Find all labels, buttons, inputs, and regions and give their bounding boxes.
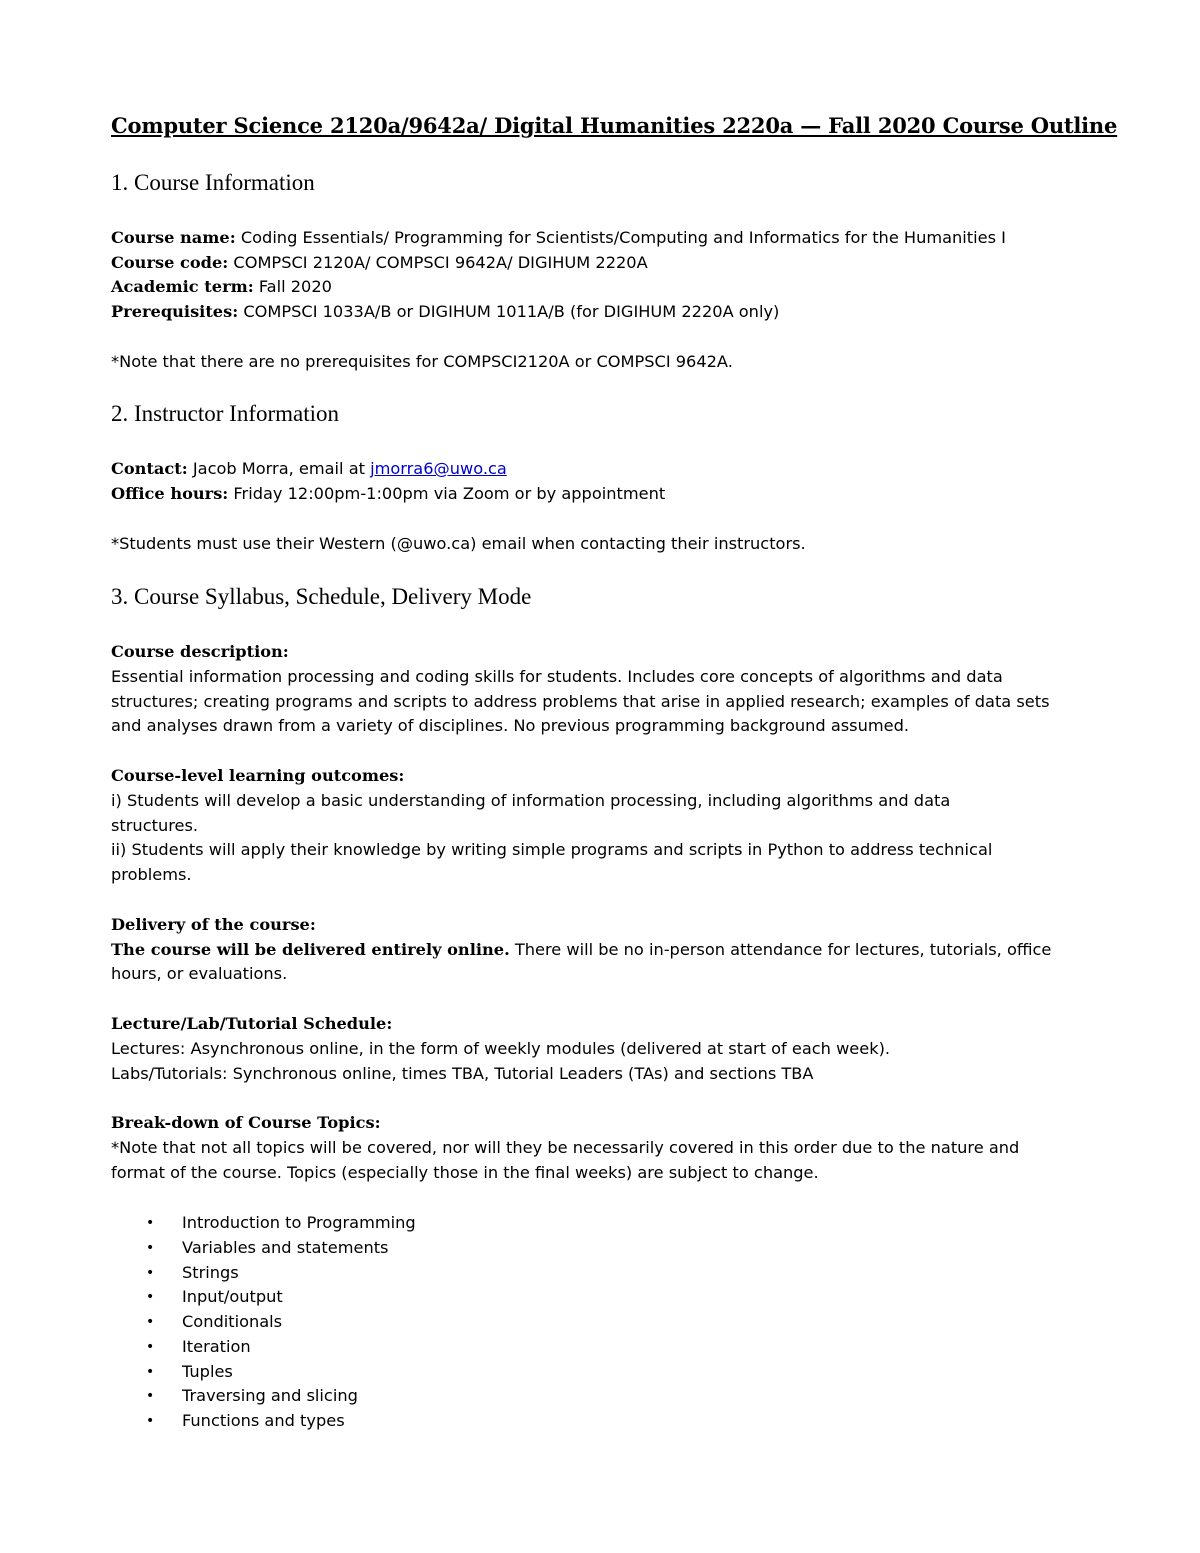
list-item <box>111 1261 416 1286</box>
topic-text: Functions and types <box>182 1411 345 1430</box>
academic-term-value: Fall 2020 <box>253 277 332 296</box>
bullet-icon: • <box>146 1239 155 1256</box>
delivery-text: There will be no in-person attendance for lectures, tutorials, office <box>509 940 1052 959</box>
bullet-icon: • <box>146 1289 155 1306</box>
bullet-icon: • <box>146 1264 155 1281</box>
list-item <box>111 1285 416 1310</box>
list-item <box>111 1310 416 1335</box>
section-heading-instructor-information: 2. Instructor Information <box>111 401 340 426</box>
learning-outcome-line: ii) Students will apply their knowledge by writing simple programs and scripts in Python to address technical <box>111 840 993 859</box>
learning-outcome-line: i) Students will develop a basic understanding of information processing, including algorithms and data <box>111 791 951 810</box>
document-title: Computer Science 2120a/9642a/ Digital Humanities 2220a — Fall 2020 Course Outline <box>111 113 1118 138</box>
delivery-label: Delivery of the course: <box>111 915 316 934</box>
learning-outcomes-label: Course-level learning outcomes: <box>111 766 405 785</box>
topic-text: Input/output <box>182 1287 283 1307</box>
bullet-icon: • <box>146 1413 155 1429</box>
list-item <box>111 1211 416 1236</box>
delivery-bold-text: The course will be delivered entirely online. <box>111 940 510 959</box>
topic-text: Introduction to Programming <box>182 1213 416 1232</box>
instructor-email-link[interactable]: jmorra6@uwo.ca <box>370 459 507 478</box>
topics-note-line: *Note that not all topics will be covered, nor will they be necessarily covered in this order due to the nature and <box>111 1138 1020 1157</box>
contact-line <box>111 456 507 481</box>
bullet-icon: • <box>146 1388 155 1405</box>
prerequisites-value: COMPSCI 1033A/B or DIGIHUM 1011A/B (for DIGIHUM 2220A only) <box>238 302 780 321</box>
prerequisites-note: *Note that there are no prerequisites for COMPSCI2120A or COMPSCI 9642A. <box>111 352 733 371</box>
prerequisites-label: Prerequisites: <box>111 302 239 321</box>
course-code-line <box>111 250 648 275</box>
bullet-icon: • <box>146 1338 155 1355</box>
list-item <box>111 1409 416 1434</box>
topic-text: Variables and statements <box>182 1237 389 1257</box>
course-code-value: COMPSCI 2120A/ COMPSCI 9642A/ DIGIHUM 2220A <box>228 253 648 272</box>
topics-label: Break-down of Course Topics: <box>111 1113 381 1132</box>
bullet-icon: • <box>146 1314 155 1330</box>
course-name-label: Course name: <box>111 228 236 247</box>
topic-text: Iteration <box>182 1336 251 1356</box>
schedule-label: Lecture/Lab/Tutorial Schedule: <box>111 1014 393 1033</box>
course-description-line: structures; creating programs and scripts to address problems that arise in applied research; examples of data sets <box>111 692 1050 711</box>
delivery-line <box>111 937 1051 962</box>
course-code-label: Course code: <box>111 253 229 272</box>
office-hours-label: Office hours: <box>111 484 229 503</box>
topics-note-line: format of the course. Topics (especially those in the final weeks) are subject to change. <box>111 1163 819 1182</box>
contact-value: Jacob Morra, email at <box>187 459 371 478</box>
schedule-line: Labs/Tutorials: Synchronous online, times TBA, Tutorial Leaders (TAs) and sections TBA <box>111 1064 814 1083</box>
academic-term-line <box>111 274 332 299</box>
topics-list <box>111 1211 416 1434</box>
schedule-line: Lectures: Asynchronous online, in the form of weekly modules (delivered at start of each week). <box>111 1039 891 1058</box>
office-hours-line <box>111 481 665 506</box>
learning-outcome-line: structures. <box>111 816 199 835</box>
list-item <box>111 1335 416 1360</box>
topic-text: Conditionals <box>182 1312 283 1331</box>
office-hours-value: Friday 12:00pm-1:00pm via Zoom or by appointment <box>228 484 666 503</box>
academic-term-label: Academic term: <box>111 277 254 296</box>
delivery-line-2: hours, or evaluations. <box>111 964 288 983</box>
course-description-label: Course description: <box>111 642 289 661</box>
contact-label: Contact: <box>111 459 188 478</box>
list-item <box>111 1384 416 1409</box>
topic-text: Strings <box>182 1262 239 1282</box>
course-description-line: and analyses drawn from a variety of disciplines. No previous programming background assumed. <box>111 716 910 735</box>
topic-text: Traversing and slicing <box>182 1386 358 1406</box>
email-note: *Students must use their Western (@uwo.ca) email when contacting their instructors. <box>111 534 806 553</box>
prerequisites-line <box>111 299 779 324</box>
topic-text: Tuples <box>182 1361 233 1381</box>
bullet-icon: • <box>146 1363 155 1380</box>
list-item <box>111 1236 416 1261</box>
bullet-icon: • <box>146 1215 155 1231</box>
course-name-line <box>111 225 1006 250</box>
course-description-line: Essential information processing and coding skills for students. Includes core concepts of algorithms and data <box>111 667 1003 686</box>
list-item <box>111 1360 416 1385</box>
course-name-value: Coding Essentials/ Programming for Scientists/Computing and Informatics for the Humanities I <box>235 228 1006 247</box>
learning-outcome-line: problems. <box>111 865 192 884</box>
section-heading-course-information: 1. Course Information <box>111 170 315 195</box>
section-heading-course-syllabus: 3. Course Syllabus, Schedule, Delivery Mode <box>111 584 532 609</box>
